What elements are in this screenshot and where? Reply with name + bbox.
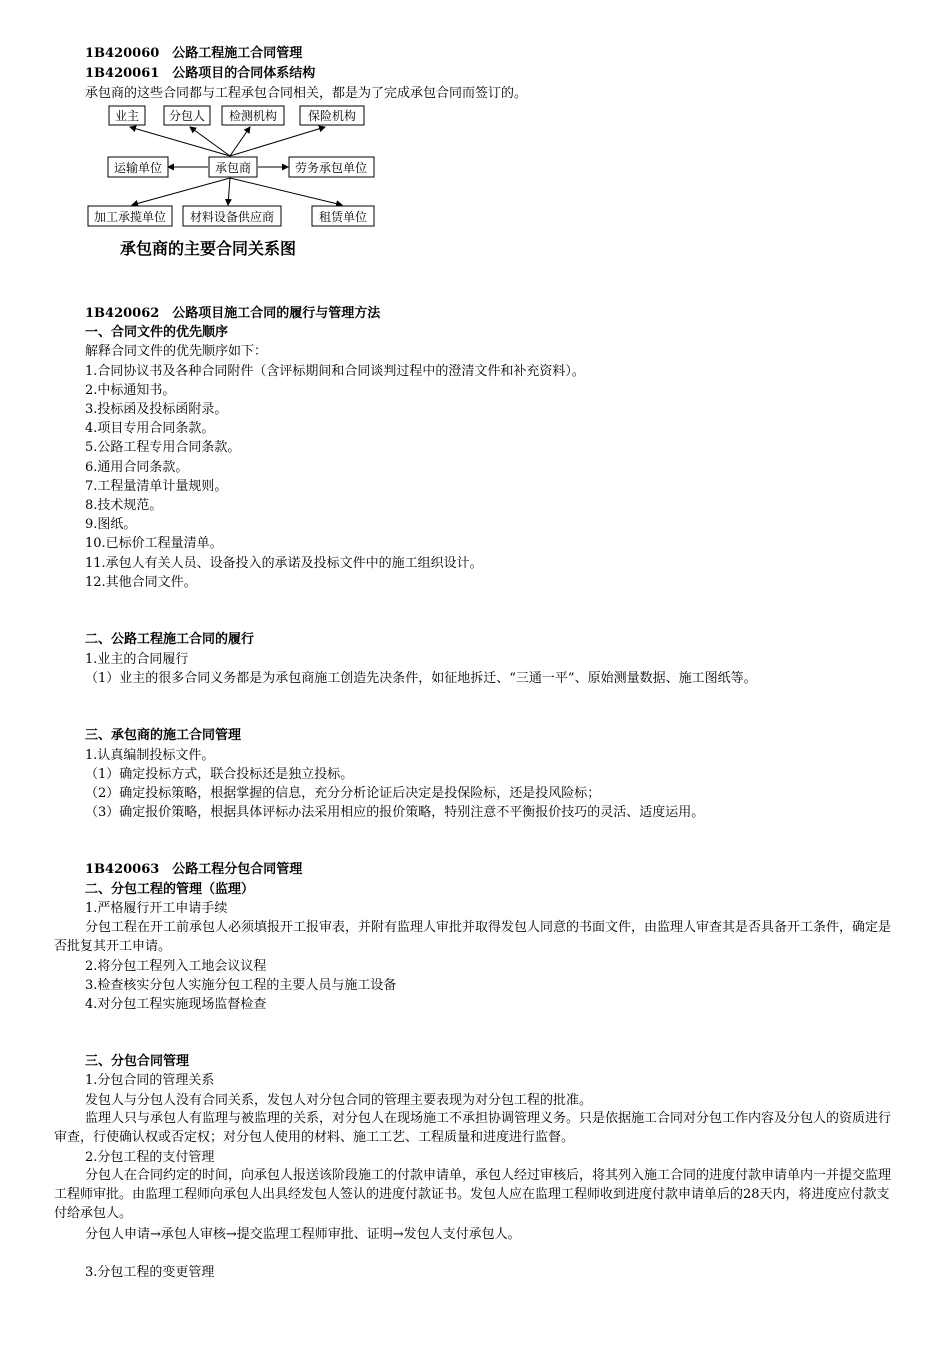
section-title-63: 1B420063 公路工程分包合同管理 bbox=[85, 862, 303, 877]
node-owner: 业主 bbox=[114, 109, 140, 123]
payment-management-heading: 2.分包工程的支付管理 bbox=[85, 1150, 215, 1165]
heading-priority-order: 一、合同文件的优先顺序 bbox=[85, 325, 229, 340]
management-relation-heading: 1.分包合同的管理关系 bbox=[85, 1073, 215, 1088]
payment-flow-text: 分包人申请→承包人审核→提交监理工程师审批、证明→发包人支付承包人。 bbox=[85, 1227, 521, 1242]
owner-performance: 1.业主的合同履行 bbox=[85, 652, 189, 667]
section-title-60: 1B420060 公路工程施工合同管理 bbox=[85, 46, 303, 61]
list-item: 9.图纸。 bbox=[85, 517, 137, 532]
owner-obligation-text: （1）业主的很多合同义务都是为承包商施工创造先决条件，如征地拆迁、“三通一平”、原始测量数据、施工图纸等。 bbox=[85, 671, 757, 686]
supervision-item-1-body: 分包工程在开工前承包人必须填报开工报审表，并附有监理人审批并取得发包人同意的书面文件，由监理人审查其是否具备开工条件，确定是否批复其开工申请。 bbox=[54, 920, 892, 954]
priority-intro: 解释合同文件的优先顺序如下： bbox=[85, 344, 268, 359]
node-material-supplier: 材料设备供应商 bbox=[189, 210, 275, 224]
management-relation-text-b: 监理人只与承包人有监理与被监理的关系，对分包人在现场施工不承担协调管理义务。只是依据施工合同对分包工作内容及分包人的资质进行审查，行使确认权或否定权；对分包人使用的材料、施工工艺、工程质量和进度进行监督。 bbox=[54, 1111, 892, 1145]
list-item: 8.技术规范。 bbox=[85, 498, 163, 513]
node-testing-agency: 检测机构 bbox=[228, 109, 278, 123]
list-item: 3.投标函及投标函附录。 bbox=[85, 402, 228, 417]
list-item: （2）确定投标策略，根据掌握的信息，充分分析论证后决定是投保险标，还是投风险标； bbox=[85, 786, 601, 801]
payment-management-text: 分包人在合同约定的时间，向承包人报送该阶段施工的付款申请单，承包人经过审核后，将其列入施工合同的进度付款申请单内一并提交监理工程师审批。由监理工程师向承包人出具经发包人签认的进度付款证书。发包人应在监理工程师收到进度付款申请单后的28天内，将进度应付款支付给承包人。 bbox=[54, 1168, 892, 1221]
list-item: 1.合同协议书及各种合同附件（含评标期间和合同谈判过程中的澄清文件和补充资料）。 bbox=[85, 364, 585, 379]
list-item: 6.通用合同条款。 bbox=[85, 460, 189, 475]
list-item: 5.公路工程专用合同条款。 bbox=[85, 440, 241, 455]
management-relation-text-a: 发包人与分包人没有合同关系，发包人对分包合同的管理主要表现为对分包工程的批准。 bbox=[85, 1093, 593, 1108]
list-item: （1）确定投标方式，联合投标还是独立投标。 bbox=[85, 767, 354, 782]
heading-contractor-management: 三、承包商的施工合同管理 bbox=[85, 728, 242, 743]
node-labor-unit: 劳务承包单位 bbox=[294, 161, 368, 175]
heading-contract-performance: 二、公路工程施工合同的履行 bbox=[85, 632, 255, 647]
change-management-heading: 3.分包工程的变更管理 bbox=[85, 1265, 215, 1280]
supervision-item-3: 3.检查核实分包人实施分包工程的主要人员与施工设备 bbox=[85, 978, 397, 993]
list-item: 4.项目专用合同条款。 bbox=[85, 421, 215, 436]
supervision-item-2: 2.将分包工程列入工地会议议程 bbox=[85, 959, 267, 974]
list-item: 12.其他合同文件。 bbox=[85, 575, 197, 590]
list-item: （3）确定报价策略，根据具体评标办法采用相应的报价策略，特别注意不平衡报价技巧的灵活、适度运用。 bbox=[85, 805, 705, 820]
section-title-61: 1B420061 公路项目的合同体系结构 bbox=[85, 66, 316, 81]
list-item: 7.工程量清单计量规则。 bbox=[85, 479, 228, 494]
heading-subcontract-management: 三、分包合同管理 bbox=[85, 1054, 190, 1069]
list-item: 11.承包人有关人员、设备投入的承诺及投标文件中的施工组织设计。 bbox=[85, 556, 483, 571]
list-item: 2.中标通知书。 bbox=[85, 383, 176, 398]
heading-subcontract-supervision: 二、分包工程的管理（监理） bbox=[85, 882, 255, 897]
node-contractor: 承包商 bbox=[214, 161, 252, 175]
bid-document-text: 1.认真编制投标文件。 bbox=[85, 748, 215, 763]
node-insurance-agency: 保险机构 bbox=[307, 109, 357, 123]
intro-text: 承包商的这些合同都与工程承包合同相关，都是为了完成承包合同而签订的。 bbox=[85, 86, 528, 101]
list-item: 10.已标价工程量清单。 bbox=[85, 536, 223, 551]
section-title-62: 1B420062 公路项目施工合同的履行与管理方法 bbox=[85, 306, 381, 321]
node-leasing-unit: 租赁单位 bbox=[318, 210, 368, 224]
contract-relationship-diagram bbox=[80, 98, 400, 263]
node-processing-unit: 加工承揽单位 bbox=[93, 210, 167, 224]
diagram-caption: 承包商的主要合同关系图 bbox=[120, 239, 297, 258]
supervision-item-4: 4.对分包工程实施现场监督检查 bbox=[85, 997, 267, 1012]
node-transport-unit: 运输单位 bbox=[113, 161, 163, 175]
node-subcontractor: 分包人 bbox=[168, 109, 206, 123]
supervision-item-1: 1.严格履行开工申请手续 bbox=[85, 901, 228, 916]
